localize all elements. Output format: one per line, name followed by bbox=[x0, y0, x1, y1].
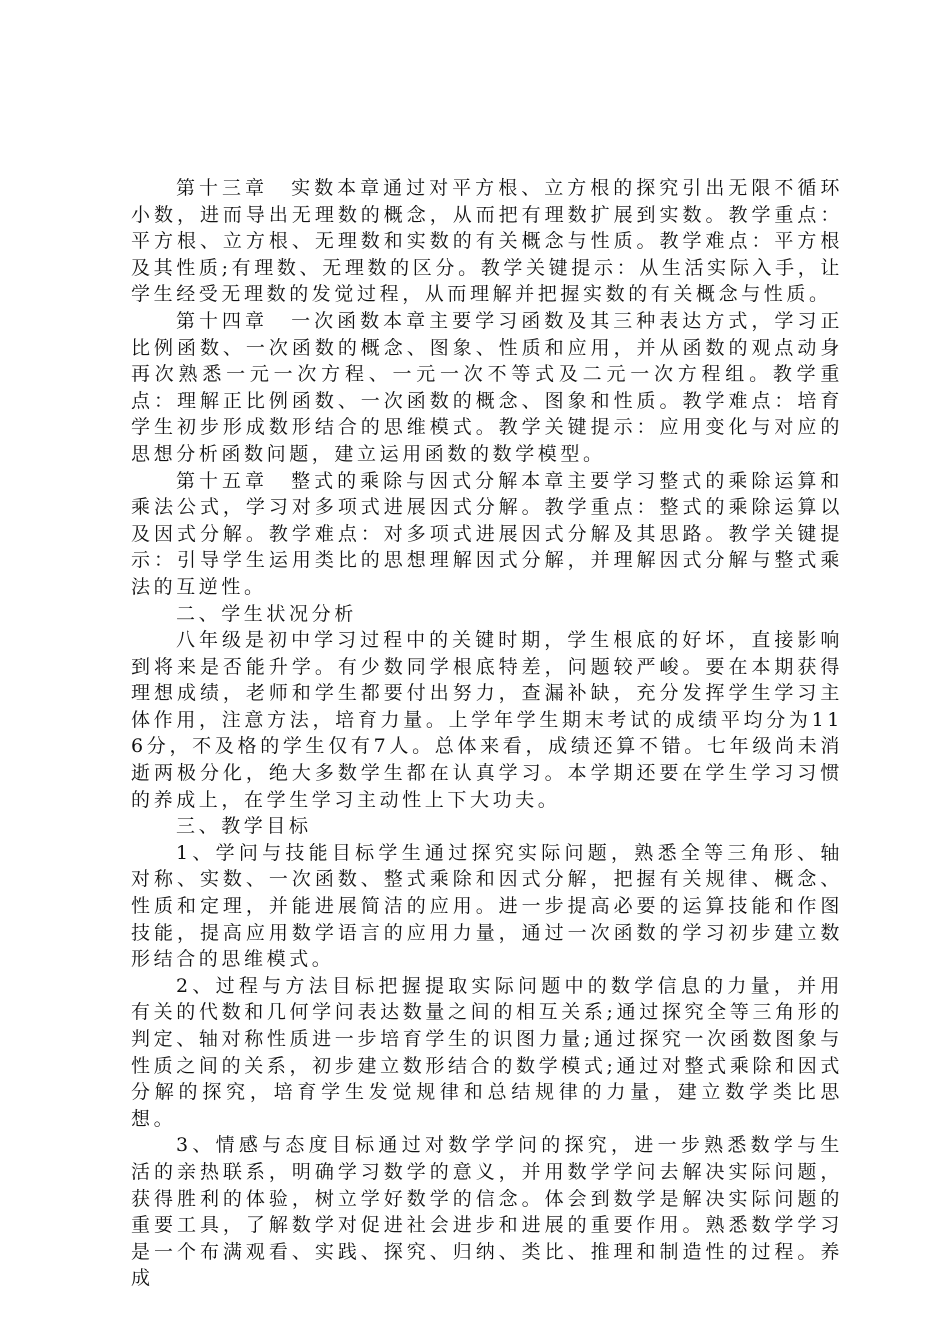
section-heading-teaching-goals: 三、教学目标 bbox=[176, 815, 312, 838]
paragraph-chapter-13: 第十三章 实数本章通过对平方根、立方根的探究引出无限不循环小数，进而导出无理数的概念，从而把有理数扩展到实数。教学重点：平方根、立方根、无理数和实数的有关概念与性质。教学难点：平方根及其性质;有理数、无理数的区分。教学关键提示：从生活实际入手，让学生经受无理数的发觉过程，从而理解并把握实数的有关概念与性质。 bbox=[131, 177, 843, 306]
paragraph-goal-process-method: 2、过程与方法目标把握提取实际问题中的数学信息的力量，并用有关的代数和几何学问表达数量之间的相互关系;通过探究全等三角形的判定、轴对称性质进一步培育学生的识图力量;通过探究一次函数图象与性质之间的关系，初步建立数形结合的数学模式;通过对整式乘除和因式分解的探究，培育学生发觉规律和总结规律的力量，建立数学类比思想。 bbox=[131, 974, 843, 1130]
paragraph-student-analysis: 八年级是初中学习过程中的关键时期，学生根底的好坏，直接影响到将来是否能升学。有少数同学根底特差，问题较严峻。要在本期获得理想成绩，老师和学生都要付出努力，查漏补缺，充分发挥学生学习主体作用，注意方法，培育力量。上学年学生期末考试的成绩平均分为116分，不及格的学生仅有7人。总体来看，成绩还算不错。七年级尚未消逝两极分化，绝大多数学生都在认真学习。本学期还要在学生学习习惯的养成上，在学生学习主动性上下大功夫。 bbox=[131, 629, 843, 811]
paragraph-chapter-15: 第十五章 整式的乘除与因式分解本章主要学习整式的乘除运算和乘法公式，学习对多项式进展因式分解。教学重点：整式的乘除运算以及因式分解。教学难点：对多项式进展因式分解及其思路。教学关键提示：引导学生运用类比的思想理解因式分解，并理解因式分解与整式乘法的互逆性。 bbox=[131, 469, 843, 598]
section-heading-student-analysis: 二、学生状况分析 bbox=[176, 602, 357, 625]
paragraph-chapter-14: 第十四章 一次函数本章主要学习函数及其三种表达方式，学习正比例函数、一次函数的概念、图象、性质和应用，并从函数的观点动身再次熟悉一元一次方程、一元一次不等式及二元一次方程组。教学重点：理解正比例函数、一次函数的概念、图象和性质。教学难点：培育学生初步形成数形结合的思维模式。教学关键提示：应用变化与对应的思想分析函数问题，建立运用函数的数学模型。 bbox=[131, 309, 843, 465]
document-body bbox=[131, 175, 843, 1292]
paragraph-goal-emotion-attitude: 3、情感与态度目标通过对数学学问的探究，进一步熟悉数学与生活的亲热联系，明确学习数学的意义，并用数学学问去解决实际问题，获得胜利的体验，树立学好数学的信念。体会到数学是解决实际问题的重要工具，了解数学对促进社会进步和进展的重要作用。熟悉数学学习是一个布满观看、实践、探究、归纳、类比、推理和制造性的过程。养成 bbox=[131, 1134, 843, 1290]
paragraph-goal-knowledge-skills: 1、学问与技能目标学生通过探究实际问题，熟悉全等三角形、轴对称、实数、一次函数、整式乘除和因式分解，把握有关规律、概念、性质和定理，并能进展简洁的应用。进一步提高必要的运算技能和作图技能，提高应用数学语言的应用力量，通过一次函数的学习初步建立数形结合的思维模式。 bbox=[131, 841, 843, 971]
